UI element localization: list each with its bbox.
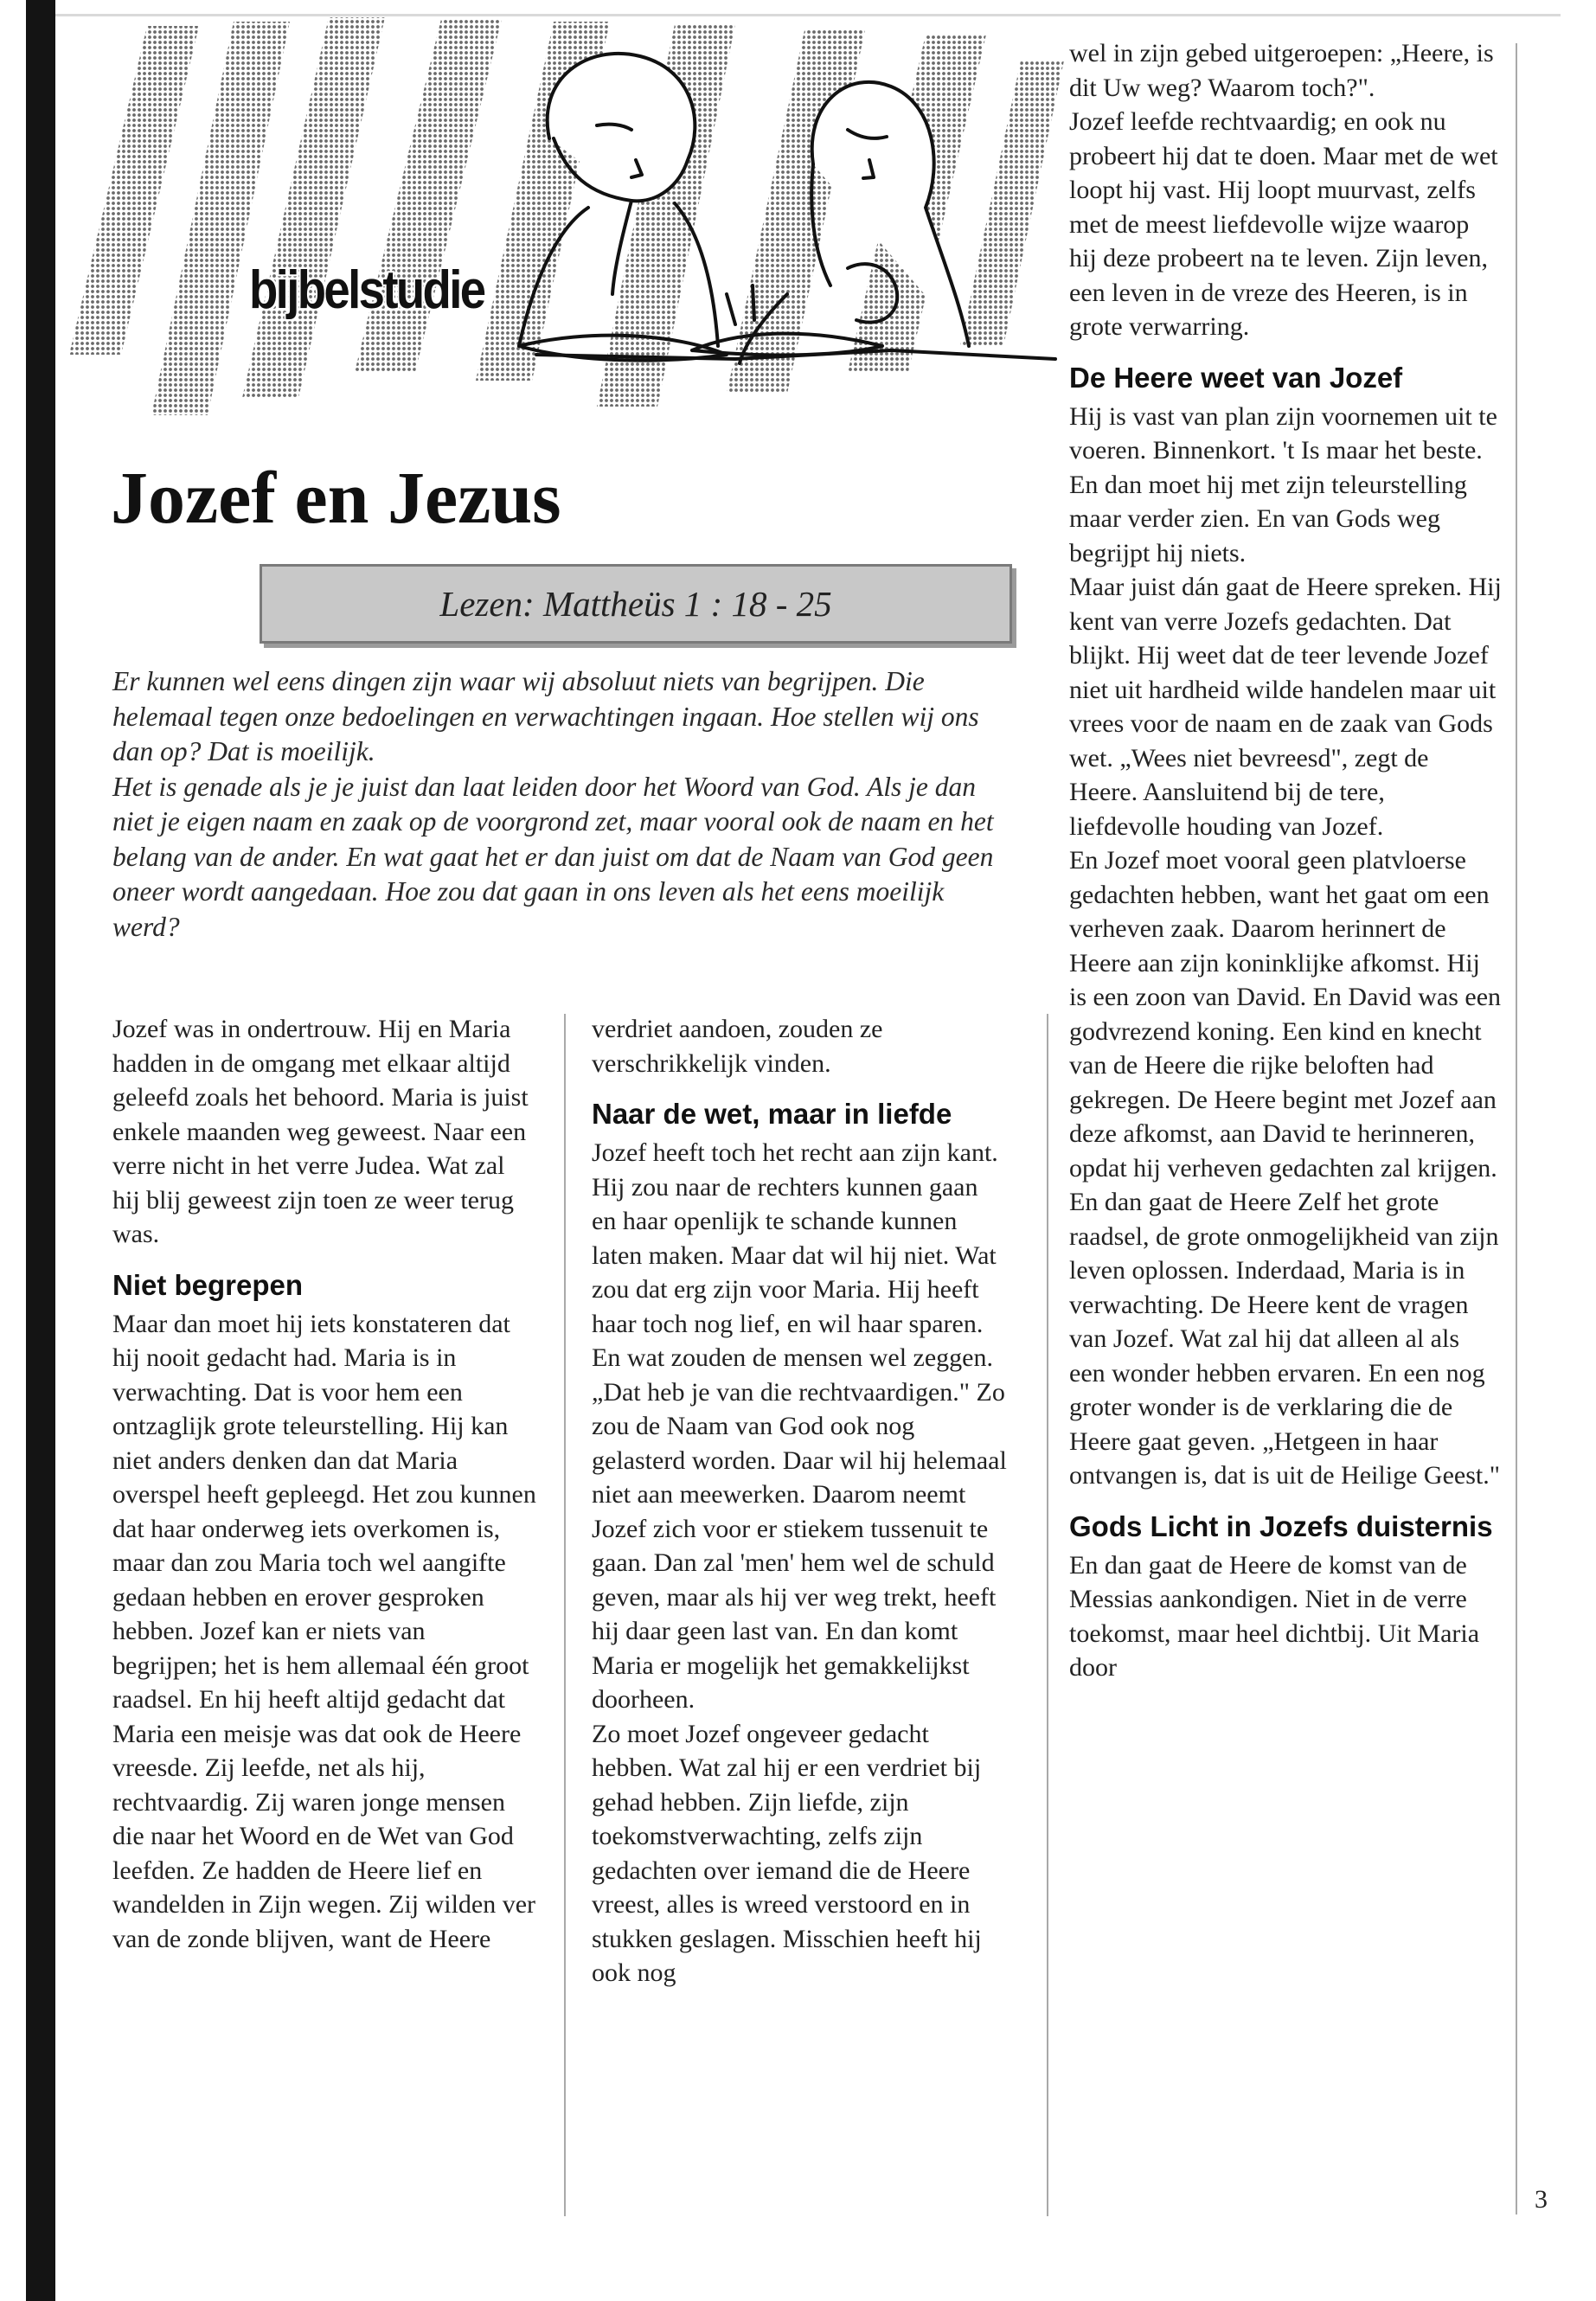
section-kicker: bijbelstudie <box>249 260 484 320</box>
body-paragraph: Jozef heeft toch het recht aan zijn kant. Hij zou naar de rechters kunnen gaan en haar openlijk te schande kunnen laten maken. Maar dat wil hij niet. Wat zou dat erg zijn voor Maria. Hij heeft haar toch nog lief, en wil haar sparen. En wat zouden de mensen wel zeggen. „Dat heb je van die rechtvaardigen." Zo zou de Naam van God ook nog gelasterd worden. Daar wil hij helemaal niet aan meewerken. Daarom neemt Jozef zich voor er stiekem tussenuit te gaan. Dan zal 'men' hem wel de schuld geven, maar als hij ver weg trekt, heeft hij daar geen last van. En dan komt Maria er mogelijk het gemakkelijkst doorheen. <box>592 1138 1007 1714</box>
body-paragraph: Jozef was in ondertrouw. Hij en Maria hadden in de omgang met elkaar altijd geleefd zoals het behoord. Maria is juist enkele maanden weg geweest. Naar een verre nicht in het verre Judea. Wat zal hij blij geweest zijn toen ze weer terug was. <box>112 1015 529 1248</box>
page-number: 3 <box>1535 2185 1548 2214</box>
column-divider-1 <box>564 1014 566 2216</box>
intro-text-2: Het is genade als je je juist dan laat leiden door het Woord van God. Als je dan niet je eigen naam en zaak op de voorgrond zet, maar vooral ook de naam en het belang van de ander. En wat gaat het er dan juist om dat de Naam van God geen oneer wordt aangedaan. Hoe zou dat gaan in ons leven als het eens moeilijk werd? <box>112 771 994 942</box>
body-paragraph: Jozef leefde rechtvaardig; en ook nu probeert hij dat te doen. Maar met de wet loopt hij vast. Hij loopt muurvast, zelfs met de meest liefdevolle wijze waarop hij deze probeert na te leven. Zijn leven, een leven in de vreze des Heeren, is in grote verwarring. <box>1069 107 1498 341</box>
column-divider-3 <box>1516 43 1517 2214</box>
header-illustration <box>69 9 1064 458</box>
intro-text-1: Er kunnen wel eens dingen zijn waar wij absoluut niets van begrijpen. Die helemaal tegen onze bedoelingen en verwachtingen ingaan. Hoe stellen wij ons dan op? Dat is moeilijk. <box>112 666 979 766</box>
page-binding-bar <box>26 0 55 2301</box>
reading-reference: Lezen: Mattheüs 1 : 18 - 25 <box>439 584 832 624</box>
column-2 <box>592 1012 1007 1990</box>
body-paragraph: En Jozef moet vooral geen platvloerse gedachten hebben, want het gaat om een verheven zaak. Daarom herinnert de Heere aan zijn koninklijke afkomst. Hij is een zoon van David. En David was een godvrezend koning. Een kind en knecht van de Heere die rijke beloften had gekregen. De Heere begint met Jozef aan deze afkomst, aan David te herinneren, opdat hij verheven gedachten zal krijgen. <box>1069 846 1502 1183</box>
body-paragraph: wel in zijn gebed uitgeroepen: „Heere, is dit Uw weg? Waarom toch?". <box>1069 39 1494 102</box>
body-paragraph: Maar juist dán gaat de Heere spreken. Hij kent van verre Jozefs gedachten. Dat blijkt. Hij weet dat de teer levende Jozef niet uit hardheid wilde handelen maar uit vrees voor de naam en de zaak van Gods wet. „Wees niet bevreesd", zegt de Heere. Aansluitend bij de tere, liefdevolle houding van Jozef. <box>1069 573 1502 841</box>
body-paragraph: En dan gaat de Heere de komst van de Messias aankondigen. Niet in de verre toekomst, maar heel dichtbij. Uit Maria door <box>1069 1550 1480 1682</box>
subheading-gods-licht: Gods Licht in Jozefs duisternis <box>1069 1509 1493 1542</box>
article-title: Jozef en Jezus <box>111 456 561 539</box>
body-paragraph: Zo moet Jozef ongeveer gedacht hebben. Wat zal hij er een verdriet bij gehad hebben. Zijn liefde, zijn toekomstverwachting, zelfs zijn gedachten over iemand die de Heere vreest, alles is wreed verstoord en in stukken geslagen. Misschien heeft hij ook nog <box>592 1719 982 1987</box>
subheading-niet-begrepen: Niet begrepen <box>112 1268 304 1301</box>
body-paragraph: Hij is vast van plan zijn voornemen uit te voeren. Binnenkort. 't Is maar het beste. En dan moet hij met zijn teleurstelling maar verder zien. En van Gods weg begrijpt hij niets. <box>1069 401 1497 567</box>
subheading-naar-de-wet: Naar de wet, maar in liefde <box>592 1098 952 1130</box>
column-3 <box>1069 36 1502 1685</box>
column-divider-2 <box>1047 1014 1048 2216</box>
reading-reference-box <box>260 564 1012 644</box>
body-paragraph: En dan gaat de Heere Zelf het grote raadsel, de grote onmogelijkheid van zijn leven oplossen. Inderdaad, Maria is in verwachting. De Heere kent de vragen van Jozef. Wat zal hij dat alleen al als een wonder hebben ervaren. En een nog groter wonder is de verklaring die de Heere gaat geven. „Hetgeen in haar ontvangen is, dat is uit de Heilige Geest." <box>1069 1188 1500 1490</box>
body-paragraph: Maar dan moet hij iets konstateren dat hij nooit gedacht had. Maria is in verwachting. Dat is voor hem een ontzaglijk grote teleurstelling. Hij kan niet anders denken dan dat Maria overspel heeft gepleegd. Het zou kunnen dat haar onderweg iets overkomen is, maar dan zou Maria toch wel aangifte gedaan hebben en erover gesproken hebben. Jozef kan er niets van begrijpen; het is hem allemaal één groot raadsel. En hij heeft altijd gedacht dat Maria een meisje was dat ook de Heere vreesde. Zij leefde, net als hij, rechtvaardig. Zij waren jonge mensen die naar het Woord en de Wet van God leefden. Ze hadden de Heere lief en wandelden in Zijn wegen. Zij wilden ver van de zonde blijven, want de Heere <box>112 1309 536 1953</box>
intro-paragraph <box>112 664 1003 945</box>
subheading-de-heere-weet: De Heere weet van Jozef <box>1069 361 1403 394</box>
column-1 <box>112 1012 536 1956</box>
body-paragraph: verdriet aandoen, zouden ze verschrikkelijk vinden. <box>592 1015 883 1078</box>
